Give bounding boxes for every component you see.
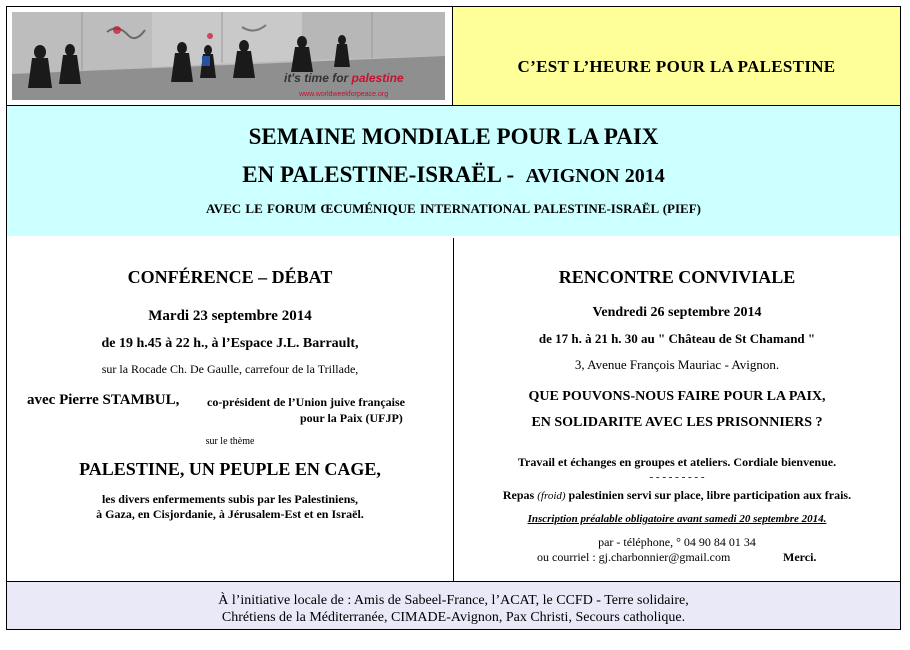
contact-phone: par - téléphone, ° 04 90 84 01 34 [598,535,756,549]
meal-text [454,488,900,503]
conference-speaker: avec Pierre STAMBUL, [27,392,180,408]
wall-photo-illustration [12,12,445,100]
meeting-date: Vendredi 26 septembre 2014 [592,305,762,320]
question-line-1: QUE POUVONS-NOUS FAIRE POUR LA PAIX, [528,389,826,404]
conference-heading: CONFÉRENCE – DÉBAT [127,267,333,287]
separator: - - - - - - - - - [649,471,705,483]
meeting-time-place: de 17 h. à 21 h. 30 au " Château de St Chamand " [538,331,816,346]
banner-image [12,12,445,100]
header-tagline-cell [453,7,900,105]
tagline: C’EST L’HEURE POUR LA PALESTINE [517,57,836,76]
registration-notice: Inscription préalable obligatoire avant samedi 20 septembre 2014. [527,513,827,525]
slogan-prefix: it's time for [284,71,349,85]
title-line-3: AVEC LE FORUM ŒCUMÉNIQUE INTERNATIONAL PALESTINE-ISRAËL (PIEF) [205,201,701,216]
title-line-1: SEMAINE MONDIALE POUR LA PAIX [248,124,659,149]
conference-address: sur la Rocade Ch. De Gaulle, carrefour de la Trillade, [101,362,359,376]
meeting-address: 3, Avenue François Mauriac - Avignon. [574,357,780,372]
workshops-text: Travail et échanges en groupes et ateliers. Cordiale bienvenue. [517,455,837,469]
meal-suffix: palestinien servi sur place, libre participation aux frais. [568,488,852,502]
banner-url: www.worldweekforpeace.org [299,91,389,98]
conference-date: Mardi 23 septembre 2014 [148,308,312,324]
slogan-highlight: palestine [351,71,404,85]
meeting-heading: RENCONTRE CONVIVIALE [558,267,796,287]
conference-time-place: de 19 h.45 à 22 h., à l’Espace J.L. Barrault, [101,336,359,351]
title-city: AVIGNON 2014 [525,165,665,187]
meal-note: (froid) [537,490,566,502]
speaker-role-2: pour la Paix (UFJP) [300,411,403,425]
theme-label: sur le thème [205,436,255,447]
title-line-2 [7,162,900,188]
title-line-2-main: EN PALESTINE-ISRAËL - [242,162,515,187]
conference-theme: PALESTINE, UN PEUPLE EN CAGE, [79,459,381,479]
question-line-2: EN SOLIDARITE AVEC LES PRISONNIERS ? [531,415,823,430]
thanks: Merci. [783,550,817,564]
meal-prefix: Repas [502,488,535,502]
theme-description-1: les divers enfermements subis par les Palestiniens, [101,492,359,506]
speaker-role-1: co-président de l’Union juive française [207,395,405,409]
banner-slogan [284,71,404,85]
theme-description-2: à Gaza, en Cisjordanie, à Jérusalem-Est et en Israël. [96,507,364,521]
footer-line-1: À l’initiative locale de : Amis de Sabeel-France, l’ACAT, le CCFD - Terre solidaire, [218,593,689,608]
footer-line-2: Chrétiens de la Méditerranée, CIMADE-Avignon, Pax Christi, Secours catholique. [221,610,686,625]
column-divider [453,238,454,581]
contact-email[interactable]: ou courriel : gj.charbonnier@gmail.com [537,550,731,564]
